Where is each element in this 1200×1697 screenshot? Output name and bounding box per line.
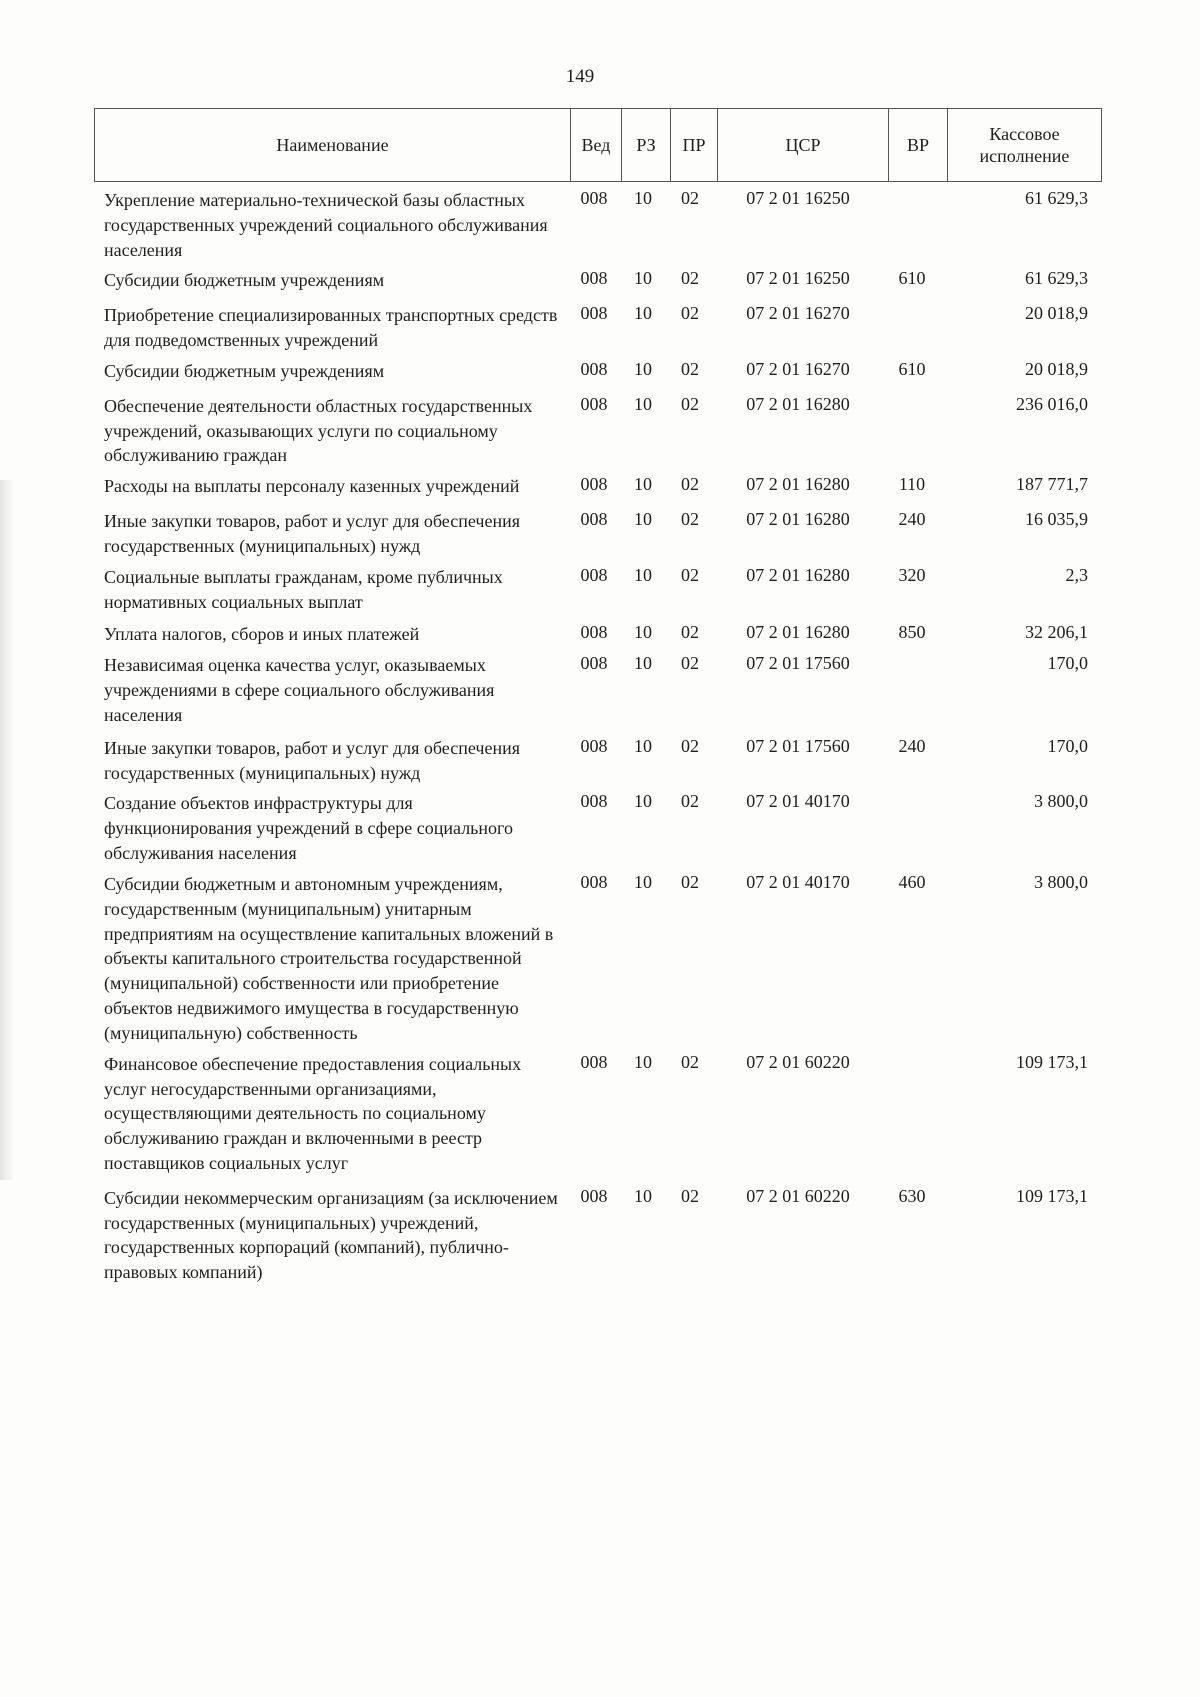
- row-vr: 630: [898, 1185, 926, 1206]
- row-amount: 109 173,1: [1016, 1051, 1088, 1072]
- table-body: [94, 188, 1144, 1297]
- row-name: Субсидии бюджетным учреждениям: [104, 360, 385, 381]
- row-pr: 02: [681, 393, 699, 414]
- column-header-amount: Кассовое исполнение: [948, 109, 1102, 181]
- row-name: Социальные выплаты гражданам, кроме публичных нормативных социальных выплат: [104, 566, 503, 612]
- table-row: [94, 872, 1144, 1046]
- row-amount: 61 629,3: [1025, 268, 1088, 289]
- row-amount: 16 035,9: [1025, 509, 1088, 530]
- row-amount: 32 206,1: [1025, 622, 1088, 643]
- row-pr: 02: [681, 358, 699, 379]
- row-name: Уплата налогов, сборов и иных платежей: [104, 624, 420, 645]
- row-name: Финансовое обеспечение предоставления социальных услуг негосударственными организациями, осуществляющими деятельность по социальному обслуживанию граждан и включенными в реестр поставщиков социальных услуг: [104, 1053, 522, 1173]
- row-rz: 10: [634, 1051, 652, 1072]
- row-ved: 008: [580, 1185, 608, 1206]
- scan-edge-shadow: [0, 480, 14, 1180]
- table-row: [94, 736, 1144, 786]
- row-pr: 02: [681, 791, 699, 812]
- row-amount: 20 018,9: [1025, 303, 1088, 324]
- row-ved: 008: [580, 735, 608, 756]
- row-pr: 02: [681, 303, 699, 324]
- row-pr: 02: [681, 1185, 699, 1206]
- column-header-pr: ПР: [671, 109, 718, 181]
- table-row: [94, 1052, 1144, 1176]
- row-ved: 008: [580, 871, 608, 892]
- row-vr: 850: [898, 622, 926, 643]
- row-pr: 02: [681, 564, 699, 585]
- row-ved: 008: [580, 564, 608, 585]
- row-amount: 170,0: [1047, 653, 1088, 674]
- row-csr: 07 2 01 40170: [746, 871, 850, 892]
- table-row: [94, 791, 1144, 865]
- row-name: Субсидии бюджетным учреждениям: [104, 270, 385, 291]
- row-csr: 07 2 01 16270: [746, 358, 850, 379]
- table-row: [94, 268, 1144, 293]
- table-row: [94, 359, 1144, 384]
- row-csr: 07 2 01 16280: [746, 474, 850, 495]
- row-ved: 008: [580, 188, 608, 208]
- row-vr: 110: [898, 474, 926, 495]
- row-ved: 008: [580, 509, 608, 530]
- row-amount: 236 016,0: [1016, 393, 1088, 414]
- table-row: [94, 394, 1144, 468]
- column-header-ved: Вед: [571, 109, 622, 181]
- row-rz: 10: [634, 564, 652, 585]
- row-csr: 07 2 01 16280: [746, 393, 850, 414]
- row-pr: 02: [681, 268, 699, 289]
- row-name: Иные закупки товаров, работ и услуг для обеспечения государственных (муниципальных) нужд: [104, 511, 520, 556]
- table-header: [94, 108, 1102, 182]
- row-ved: 008: [580, 393, 608, 414]
- row-ved: 008: [580, 622, 608, 643]
- row-rz: 10: [634, 735, 652, 756]
- row-csr: 07 2 01 60220: [746, 1185, 850, 1206]
- row-pr: 02: [681, 735, 699, 756]
- row-ved: 008: [580, 268, 608, 289]
- row-amount: 3 800,0: [1034, 791, 1088, 812]
- row-pr: 02: [681, 871, 699, 892]
- row-rz: 10: [634, 358, 652, 379]
- row-ved: 008: [580, 358, 608, 379]
- row-pr: 02: [681, 1051, 699, 1072]
- row-pr: 02: [681, 188, 699, 208]
- row-amount: 187 771,7: [1016, 474, 1088, 495]
- row-pr: 02: [681, 622, 699, 643]
- row-rz: 10: [634, 509, 652, 530]
- row-pr: 02: [681, 474, 699, 495]
- row-rz: 10: [634, 268, 652, 289]
- row-ved: 008: [580, 791, 608, 812]
- table-row: [94, 303, 1144, 353]
- row-rz: 10: [634, 474, 652, 495]
- row-rz: 10: [634, 791, 652, 812]
- row-vr: 460: [898, 871, 926, 892]
- row-amount: 109 173,1: [1016, 1185, 1088, 1206]
- row-ved: 008: [580, 1051, 608, 1072]
- table-row: [94, 653, 1144, 727]
- row-vr: 240: [898, 735, 926, 756]
- row-name: Субсидии некоммерческим организациям (за исключением государственных (муниципальных) учреждений, государственных корпораций (компаний), публично-правовых компаний): [104, 1187, 558, 1283]
- column-header-vr: ВР: [889, 109, 948, 181]
- row-name: Иные закупки товаров, работ и услуг для обеспечения государственных (муниципальных) нужд: [104, 737, 520, 783]
- page-number: 149: [565, 66, 595, 87]
- row-rz: 10: [634, 622, 652, 643]
- column-header-rz: РЗ: [622, 109, 671, 181]
- row-vr: 610: [898, 268, 926, 289]
- table-row: [94, 509, 1144, 559]
- table-row: [94, 622, 1144, 647]
- row-csr: 07 2 01 16280: [746, 509, 850, 530]
- row-name: Независимая оценка качества услуг, оказываемых учреждениями в сфере социального обслуживания населения: [104, 655, 495, 725]
- row-amount: 2,3: [1065, 564, 1088, 585]
- row-name: Субсидии бюджетным и автономным учреждениям, государственным (муниципальным) унитарным предприятиям на осуществление капитальных вложений в объекты капитального строительства государственной (муниципальной) собственности или приобретение объектов недвижимого имущества в государственную (муниципальную) собственность: [104, 873, 554, 1043]
- row-csr: 07 2 01 16250: [746, 188, 850, 208]
- row-csr: 07 2 01 16250: [746, 268, 850, 289]
- row-amount: 61 629,3: [1025, 188, 1088, 208]
- row-amount: 170,0: [1047, 735, 1088, 756]
- table-row: [94, 188, 1144, 262]
- row-name: Создание объектов инфраструктуры для функционирования учреждений в сфере социального обслуживания населения: [104, 793, 513, 864]
- row-name: Приобретение специализированных транспортных средств для подведомственных учреждений: [104, 305, 558, 351]
- column-header-name: Наименование: [95, 109, 571, 181]
- table-row: [94, 1186, 1144, 1285]
- row-ved: 008: [580, 474, 608, 495]
- table-row: [94, 565, 1144, 615]
- row-csr: 07 2 01 16280: [746, 564, 850, 585]
- row-rz: 10: [634, 653, 652, 674]
- row-csr: 07 2 01 17560: [746, 735, 850, 756]
- row-name: Обеспечение деятельности областных государственных учреждений, оказывающих услуги по социальному обслуживанию граждан: [104, 395, 533, 466]
- row-rz: 10: [634, 188, 652, 208]
- row-ved: 008: [580, 303, 608, 324]
- row-name: Укрепление материально-технической базы областных государственных учреждений социального обслуживания населения: [104, 190, 548, 260]
- row-pr: 02: [681, 653, 699, 674]
- row-vr: 610: [898, 358, 926, 379]
- row-vr: 320: [898, 564, 926, 585]
- row-rz: 10: [634, 1185, 652, 1206]
- row-amount: 20 018,9: [1025, 358, 1088, 379]
- row-rz: 10: [634, 393, 652, 414]
- row-csr: 07 2 01 40170: [746, 791, 850, 812]
- row-csr: 07 2 01 17560: [746, 653, 850, 674]
- row-ved: 008: [580, 653, 608, 674]
- column-header-csr: ЦСР: [718, 109, 889, 181]
- row-rz: 10: [634, 303, 652, 324]
- row-name: Расходы на выплаты персоналу казенных учреждений: [104, 476, 520, 497]
- row-csr: 07 2 01 60220: [746, 1051, 850, 1072]
- row-rz: 10: [634, 871, 652, 892]
- row-vr: 240: [898, 509, 926, 530]
- row-amount: 3 800,0: [1034, 871, 1088, 892]
- row-pr: 02: [681, 509, 699, 530]
- row-csr: 07 2 01 16270: [746, 303, 850, 324]
- row-csr: 07 2 01 16280: [746, 622, 850, 643]
- table-row: [94, 474, 1144, 499]
